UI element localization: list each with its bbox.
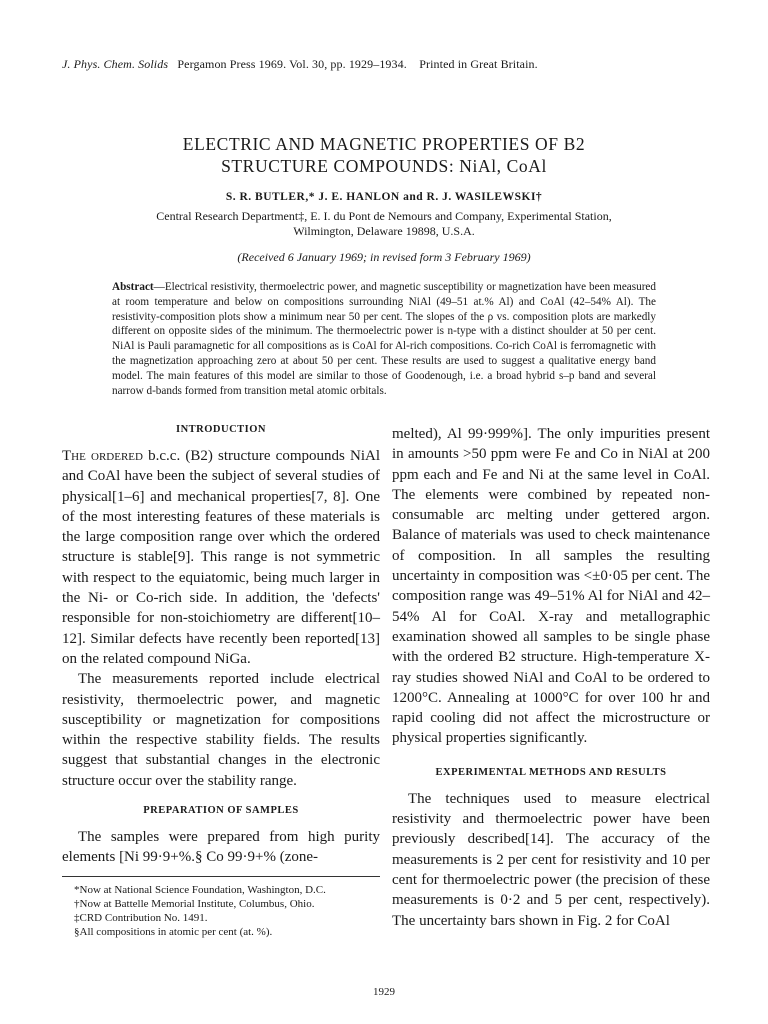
title-line-2: STRUCTURE COMPOUNDS: NiAl, CoAl xyxy=(221,156,547,176)
right-column xyxy=(392,424,710,931)
footnote-4: §All compositions in atomic per cent (at. %). xyxy=(74,925,273,938)
preparation-paragraph-1: The samples were prepared from high purity elements [Ni 99·9+%.§ Co 99·9+% (zone- xyxy=(62,829,380,866)
introduction-heading: INTRODUCTION xyxy=(175,424,266,435)
intro-paragraph-1-text: b.c.c. (B2) structure compounds NiAl and CoAl have been the subject of several studies of physical[1–6] and mechanical properties[7, 8]. One of the most interesting features of these materials is the large composition range over which the ordered structure is stable[9]. This range is not symmetric with respect to the equiatomic, being much larger in the Ni- or Co-rich side. In addition, the 'defects' responsible for non-stoichiometry are different[10–12]. Similar defects have recently been reported[13] on the related compound NiGa. xyxy=(62,448,381,667)
abstract-text: —Electrical resistivity, thermoelectric power, and magnetic susceptibility or magnetization have been measured at room temperature and below on compositions surrounding NiAl (49–51 at.% Al) and CoAl (42–54% Al). The resistivity-composition plots show a minimum near 50 per cent. The slopes of the ρ vs. composition plots are markedly different on opposite sides of the minimum. The thermoelectric power is n-type with a distinct shoulder at 50 per cent. NiAl is Pauli paramagnetic for all compositions as is CoAl for Al-rich compositions. Co-rich CoAl is ferromagnetic with the magnetization approaching zero at about 50 per cent. These results are used to suggest a qualitative energy band model. The main features of this model are similar to those of Goodenough, i.e. a broad hybrid s–p band and several narrow d-bands formed from transition metal atomic orbitals. xyxy=(112,281,656,397)
abstract xyxy=(112,280,656,398)
intro-lead-words: The ordered xyxy=(62,448,143,464)
affiliation xyxy=(0,209,768,239)
preparation-continued: melted), Al 99·999%]. The only impurities present in amounts >50 ppm were Fe and Co in NiAl at 200 ppm each and Fe and Ni at the same level in CoAl. The elements were combined by repeated non-consumable arc melting under gettered argon. Balance of materials was used to check maintenance of composition. In all samples the resulting uncertainty in composition was <±0·05 per cent. The composition range was 49–51% Al for NiAl and 42–54% Al for CoAl. X-ray and metallographic examination showed all samples to be single phase with the ordered B2 structure. High-temperature X-ray studies showed NiAl and CoAl to be ordered to 1200°C. Annealing at 1000°C for over 100 hr and rapid cooling did not affect the microstructure or physical properties significantly. xyxy=(392,426,711,747)
journal-header xyxy=(62,57,538,72)
abstract-label: Abstract xyxy=(112,281,154,293)
footnote-2: †Now at Battelle Memorial Institute, Columbus, Ohio. xyxy=(74,897,315,910)
experimental-heading: EXPERIMENTAL METHODS AND RESULTS xyxy=(435,766,667,778)
publisher-info: Pergamon Press 1969. Vol. 30, pp. 1929–1934. xyxy=(177,57,407,71)
left-column xyxy=(62,424,380,939)
intro-paragraph-2: The measurements reported include electrical resistivity, thermoelectric power, and magnetic susceptibility or magnetization for compositions within the respective stability fields. The results suggest that substantial changes in the electronic structure occur over the stability range. xyxy=(62,671,380,789)
page-number: 1929 xyxy=(373,986,395,998)
paper-title xyxy=(0,133,768,177)
footnote-divider xyxy=(62,876,380,877)
affiliation-line-1: Central Research Department‡, E. I. du Pont de Nemours and Company, Experimental Station, xyxy=(156,209,612,223)
journal-name: J. Phys. Chem. Solids xyxy=(62,57,169,71)
experimental-paragraph-1: The techniques used to measure electrical resistivity and thermoelectric power have been previously described[14]. The accuracy of the measurements is 2 per cent for resistivity and 10 per cent for thermoelectric power (the precision of these measurements is 0·2 and 5 per cent, respectively). The uncertainty bars shown in Fig. 2 for CoAl xyxy=(392,790,710,929)
footnotes xyxy=(62,883,380,939)
received-dates: (Received 6 January 1969; in revised form 3 February 1969) xyxy=(237,250,531,264)
printed-info: Printed in Great Britain. xyxy=(419,57,538,71)
intro-paragraph-1 xyxy=(62,446,380,669)
title-line-1: ELECTRIC AND MAGNETIC PROPERTIES OF B2 xyxy=(182,134,586,154)
footnote-1: *Now at National Science Foundation, Washington, D.C. xyxy=(74,883,326,896)
footnote-3: ‡CRD Contribution No. 1491. xyxy=(74,911,208,924)
affiliation-line-2: Wilmington, Delaware 19898, U.S.A. xyxy=(293,224,475,238)
preparation-heading: PREPARATION OF SAMPLES xyxy=(143,805,299,817)
author-list: S. R. BUTLER,* J. E. HANLON and R. J. WASILEWSKI† xyxy=(225,191,543,203)
